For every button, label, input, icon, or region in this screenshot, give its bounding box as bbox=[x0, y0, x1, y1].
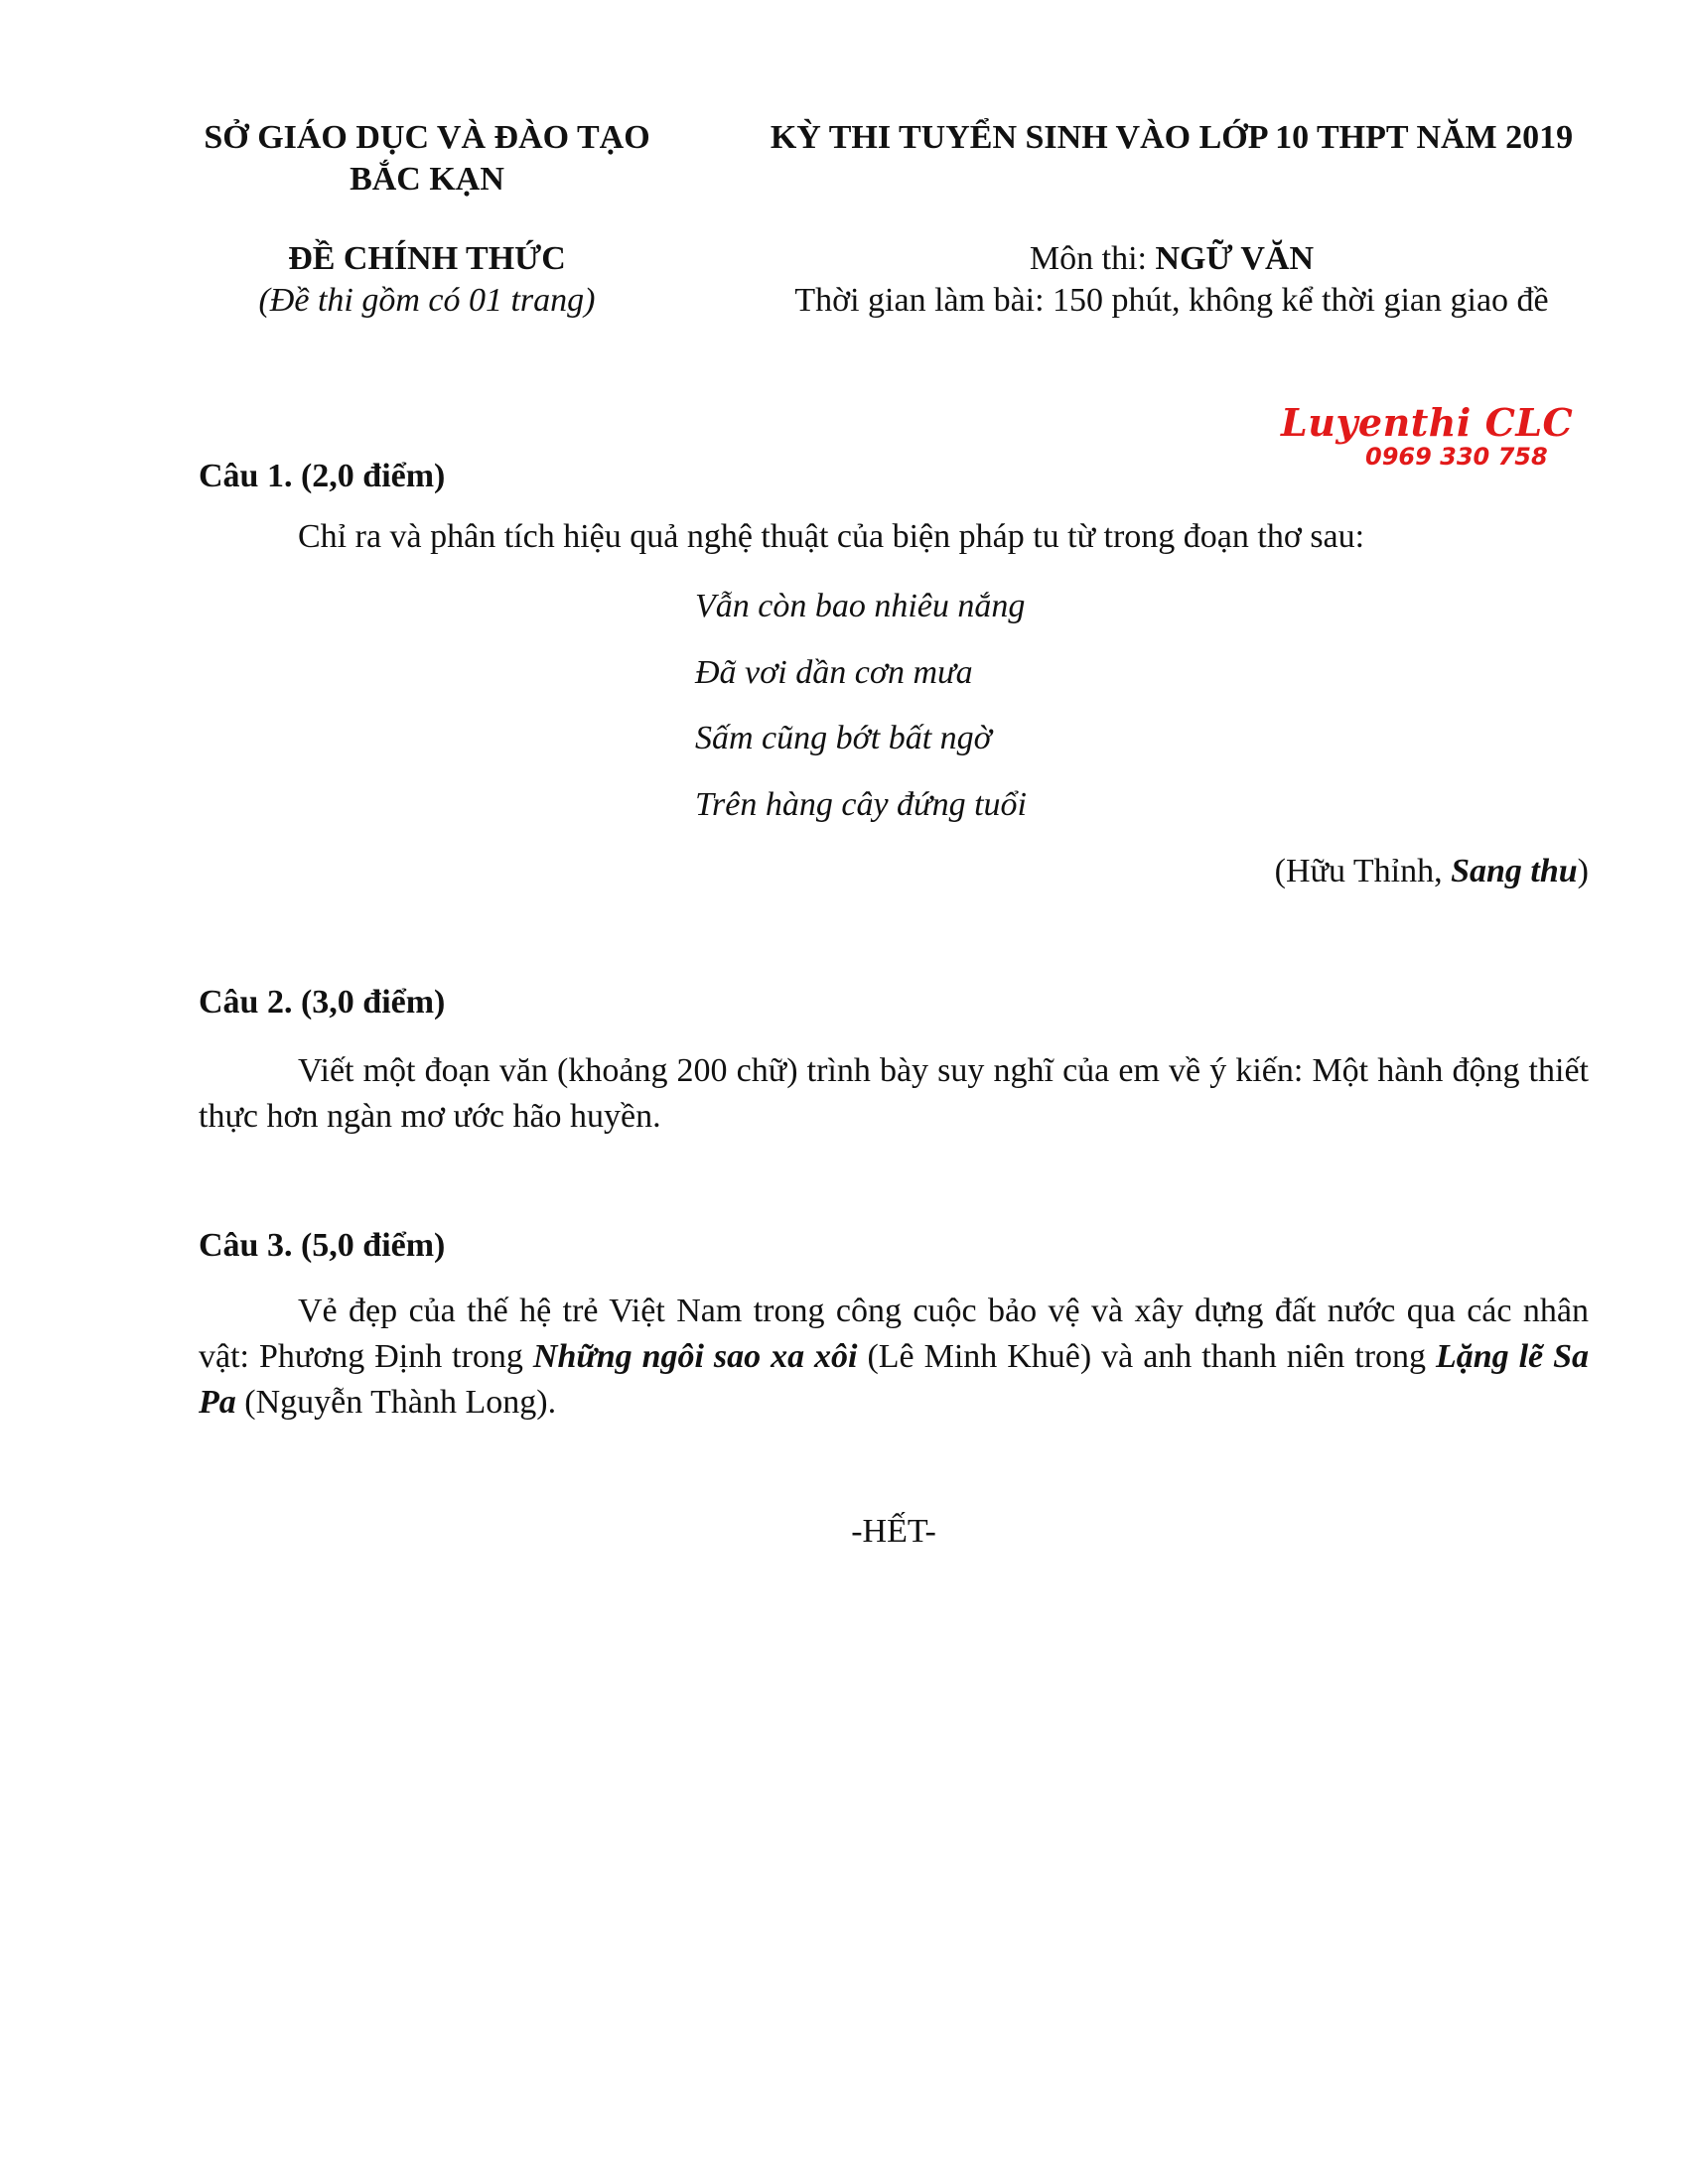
province-name: BẮC KẠN bbox=[350, 161, 504, 198]
question-2-title: Câu 2. (3,0 điểm) bbox=[199, 984, 446, 1021]
luyenthi-logo bbox=[1281, 402, 1609, 472]
department-name: SỞ GIÁO DỤC VÀ ĐÀO TẠO bbox=[204, 119, 650, 156]
question-1-title: Câu 1. (2,0 điểm) bbox=[199, 458, 446, 494]
subject-block bbox=[715, 238, 1628, 322]
question-3-title: Câu 3. (5,0 điểm) bbox=[199, 1227, 446, 1264]
source-author: (Hữu Thỉnh, bbox=[1274, 853, 1452, 889]
official-label: ĐỀ CHÍNH THỨC bbox=[288, 240, 566, 277]
poem-line-4: Trên hàng cây đứng tuổi bbox=[695, 786, 1027, 823]
poem-line-2: Đã vơi dần cơn mưa bbox=[695, 654, 973, 691]
poem-source bbox=[1275, 851, 1589, 892]
question-1-prompt: Chỉ ra và phân tích hiệu quả nghệ thuật của biện pháp tu từ trong đoạn thơ sau: bbox=[298, 518, 1365, 555]
official-block bbox=[179, 238, 675, 322]
question-2-text: Viết một đoạn văn (khoảng 200 chữ) trình bày suy nghĩ của em về ý kiến: Một hành động thiết thực hơn ngàn mơ ước hão huyền. bbox=[199, 1052, 1589, 1135]
end-mark: -HẾT- bbox=[851, 1513, 936, 1550]
department-header bbox=[179, 117, 675, 201]
subject-prefix: Môn thi: bbox=[1029, 240, 1156, 277]
question-3-text-c: (Nguyễn Thành Long). bbox=[235, 1384, 557, 1421]
page-count-note: (Đề thi gồm có 01 trang) bbox=[258, 282, 596, 319]
poem-line-1: Vẫn còn bao nhiêu nắng bbox=[695, 588, 1026, 624]
question-3-text bbox=[199, 1289, 1589, 1426]
question-3-text-a: Vẻ đẹp của thế hệ trẻ Việt Nam trong công cuộc bảo vệ và xây dựng đất nước qua các nhân vật: Phương Định trong bbox=[199, 1293, 1589, 1375]
source-work-title: Sang thu bbox=[1451, 853, 1578, 889]
duration-line: Thời gian làm bài: 150 phút, không kể thời gian giao đề bbox=[794, 282, 1549, 319]
logo-brand: Luyenthi CLC bbox=[1281, 400, 1574, 445]
exam-title: KỲ THI TUYỂN SINH VÀO LỚP 10 THPT NĂM 2019 bbox=[770, 119, 1574, 156]
question-3-text-b: (Lê Minh Khuê) và anh thanh niên trong bbox=[857, 1338, 1436, 1375]
poem-line-3: Sấm cũng bớt bất ngờ bbox=[695, 720, 992, 756]
work-title-1: Những ngôi sao xa xôi bbox=[532, 1338, 858, 1375]
subject-line bbox=[715, 238, 1628, 280]
work-title-2: Lặng lẽ Sa Pa bbox=[199, 1338, 1590, 1421]
logo-phone: 0969 330 758 bbox=[1365, 443, 1548, 471]
source-close: ) bbox=[1577, 853, 1589, 889]
subject-name: NGỮ VĂN bbox=[1155, 240, 1315, 277]
